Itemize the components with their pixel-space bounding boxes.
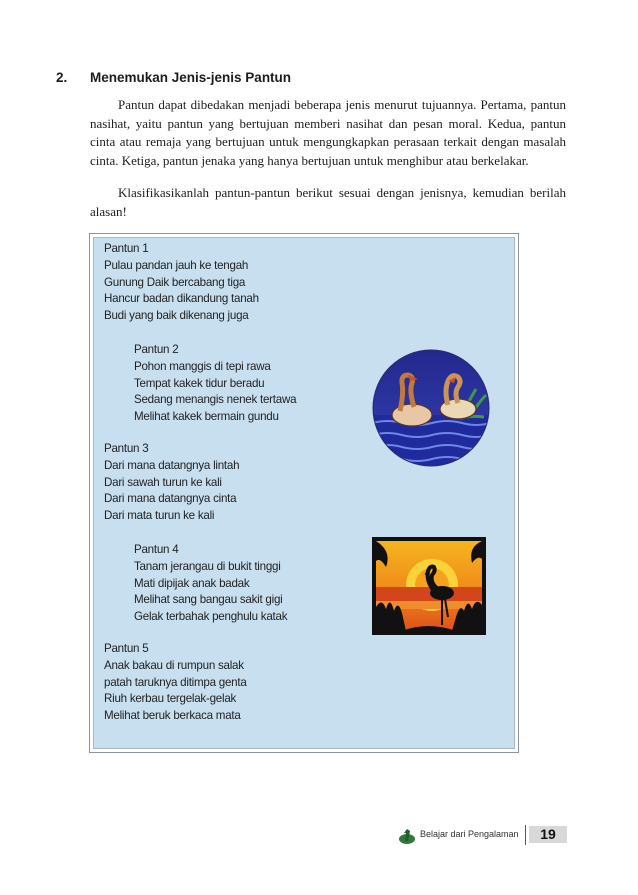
pantun-line: patah taruknya ditimpa genta [104, 675, 247, 689]
pantun-line: Gelak terbahak penghulu katak [134, 610, 288, 624]
instruction-paragraph: Klasifikasikanlah pantun-pantun berikut sesuai dengan jenisnya, kemudian berilah alasan! [90, 185, 566, 219]
pantun-line: Tempat kakek tidur beradu [134, 376, 265, 390]
book-logo-icon [398, 827, 416, 845]
pantun-2 [134, 342, 296, 426]
swans-on-water-illustration [372, 349, 490, 467]
intro-paragraph: Pantun dapat dibedakan menjadi beberapa jenis menurut tujuannya. Pertama, pantun nasihat, yaitu pantun yang bertujuan memberi nasihat dan pesan moral. Kedua, pantun cinta atau remaja yang bertujuan untuk mengungkapkan perasaan terkait dengan masalah cinta. Ketiga, pantun jenaka yang hanya bertujuan untuk menghibur atau berkelakar. [90, 97, 566, 168]
pantun-line: Dari mata turun ke kali [104, 509, 215, 523]
section-number: 2. [56, 70, 68, 85]
footer-divider [525, 825, 526, 845]
pantun-line: Mati dipijak anak badak [134, 576, 250, 590]
pantun-line: Dari mana datangnya lintah [104, 458, 240, 472]
pantun-4 [134, 542, 287, 626]
pantun-title: Pantun 1 [104, 242, 149, 255]
pantun-title: Pantun 4 [134, 543, 179, 556]
page-number: 19 [529, 826, 567, 843]
pantun-title: Pantun 2 [134, 343, 179, 356]
flamingo-sunset-illustration [372, 537, 486, 635]
section-title: Menemukan Jenis-jenis Pantun [90, 70, 292, 85]
pantun-line: Hancur badan dikandung tanah [104, 292, 259, 306]
pantun-line: Sedang menangis nenek tertawa [134, 393, 297, 407]
pantun-line: Melihat sang bangau sakit gigi [134, 593, 283, 607]
pantun-line: Dari sawah turun ke kali [104, 475, 222, 489]
pantun-title: Pantun 3 [104, 442, 149, 455]
pantun-line: Pulau pandan jauh ke tengah [104, 258, 249, 272]
pantun-line: Dari mana datangnya cinta [104, 492, 237, 506]
pantun-line: Pohon manggis di tepi rawa [134, 359, 271, 373]
pantun-3 [104, 441, 239, 525]
book-title: Belajar dari Pengalaman [420, 829, 519, 839]
pantun-1 [104, 241, 259, 325]
pantun-line: Riuh kerbau tergelak-gelak [104, 692, 237, 706]
pantun-line: Melihat beruk berkaca mata [104, 709, 241, 723]
pantun-line: Melihat kakek bermain gundu [134, 410, 279, 424]
pantun-title: Pantun 5 [104, 642, 149, 655]
pantun-5 [104, 641, 247, 725]
pantun-line: Budi yang baik dikenang juga [104, 309, 249, 323]
pantun-line: Anak bakau di rumpun salak [104, 658, 244, 672]
pantun-line: Tanam jerangau di bukit tinggi [134, 559, 281, 573]
pantun-line: Gunung Daik bercabang tiga [104, 275, 246, 289]
